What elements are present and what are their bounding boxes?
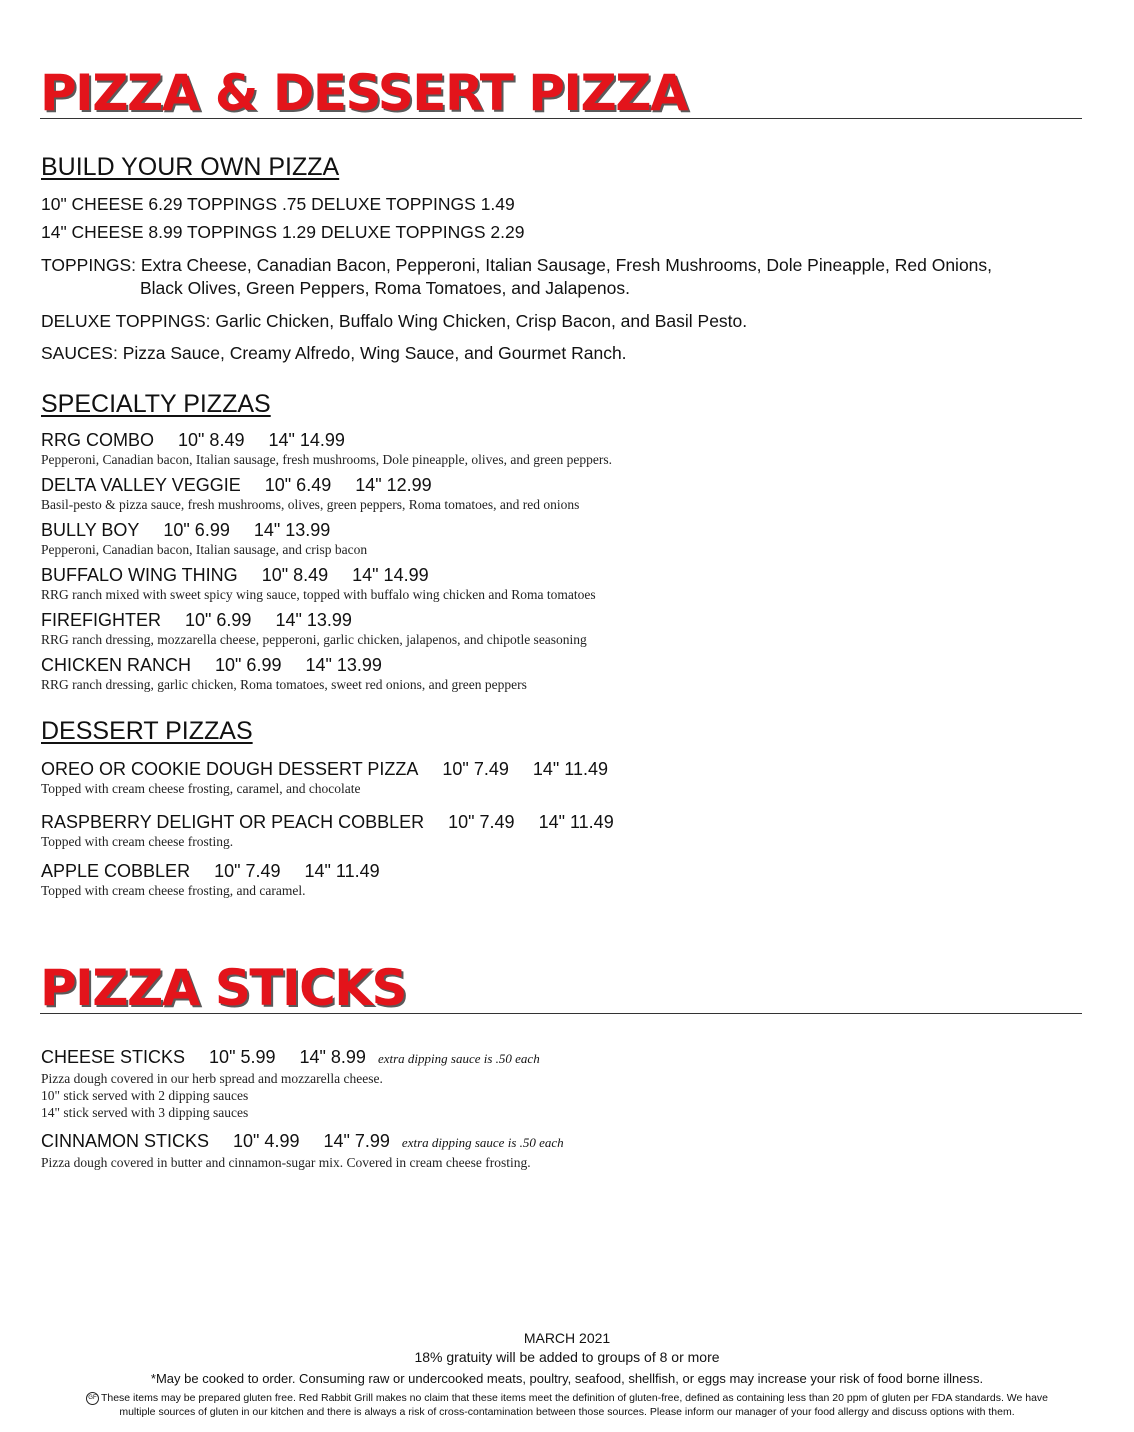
price-10: 10" 7.49 xyxy=(442,759,509,779)
item-name: BUFFALO WING THING xyxy=(41,565,238,585)
gluten-free-icon: GF xyxy=(86,1392,99,1405)
price-14: 14" 7.99 xyxy=(323,1131,390,1151)
food-safety-warning: *May be cooked to order. Consuming raw or undercooked meats, poultry, seafood, shellfish, or eggs may increase your risk of food borne illness. xyxy=(150,1371,984,1386)
item-description: 14" stick served with 3 dipping sauces xyxy=(41,1105,249,1120)
item-description: Pepperoni, Canadian bacon, Italian sausage, and crisp bacon xyxy=(41,542,368,557)
section-divider xyxy=(40,1013,1082,1014)
menu-item xyxy=(41,519,367,558)
item-description: Pepperoni, Canadian bacon, Italian sausage, fresh mushrooms, Dole pineapple, olives, and green peppers. xyxy=(41,452,612,467)
item-description: RRG ranch mixed with sweet spicy wing sauce, topped with buffalo wing chicken and Roma tomatoes xyxy=(41,587,596,602)
price-14: 14" 11.49 xyxy=(538,812,614,832)
menu-item xyxy=(41,474,579,513)
item-description: 10" stick served with 2 dipping sauces xyxy=(41,1088,249,1103)
menu-item xyxy=(41,860,380,899)
menu-date: MARCH 2021 xyxy=(523,1330,611,1346)
price-14: 14" 11.49 xyxy=(532,759,608,779)
price-14: 14" 11.49 xyxy=(304,861,380,881)
price-14: 14" 12.99 xyxy=(355,475,432,495)
specialty-heading: SPECIALTY PIZZAS xyxy=(41,390,271,418)
item-name: CHEESE STICKS xyxy=(41,1047,186,1067)
price-14: 14" 13.99 xyxy=(305,655,382,675)
item-description: Pizza dough covered in our herb spread and mozzarella cheese. xyxy=(41,1071,383,1086)
dipping-sauce-note: extra dipping sauce is .50 each xyxy=(377,1051,540,1066)
gluten-disclaimer xyxy=(0,1391,1134,1419)
price-10: 10" 6.99 xyxy=(215,655,282,675)
price-14: 14" 13.99 xyxy=(253,520,331,540)
gratuity-note: 18% gratuity will be added to groups of 8 or more xyxy=(414,1349,720,1365)
price-14: 14" 14.99 xyxy=(352,565,429,585)
deluxe-toppings-line: DELUXE TOPPINGS: Garlic Chicken, Buffalo Wing Chicken, Crisp Bacon, and Basil Pesto. xyxy=(41,311,748,331)
item-name: CHICKEN RANCH xyxy=(41,655,192,675)
menu-item xyxy=(41,758,608,797)
menu-item xyxy=(41,1130,564,1171)
item-name: FIREFIGHTER xyxy=(41,610,161,630)
price-10: 10" 8.49 xyxy=(261,565,329,585)
item-description: RRG ranch dressing, garlic chicken, Roma tomatoes, sweet red onions, and green peppers xyxy=(41,677,527,692)
price-10: 10" 5.99 xyxy=(209,1047,276,1067)
price-line-10: 10" CHEESE 6.29 TOPPINGS .75 DELUXE TOPPINGS 1.49 xyxy=(41,194,515,214)
item-name: RRG COMBO xyxy=(41,430,155,450)
price-10: 10" 4.99 xyxy=(233,1131,300,1151)
item-description: RRG ranch dressing, mozzarella cheese, pepperoni, garlic chicken, jalapenos, and chipotle seasoning xyxy=(41,632,587,647)
build-your-own-heading: BUILD YOUR OWN PIZZA xyxy=(41,153,340,181)
item-description: Topped with cream cheese frosting, caramel, and chocolate xyxy=(41,781,361,796)
section-divider xyxy=(40,118,1082,119)
menu-item xyxy=(41,429,612,468)
price-10: 10" 8.49 xyxy=(178,430,245,450)
price-14: 14" 13.99 xyxy=(275,610,352,630)
item-name: OREO OR COOKIE DOUGH DESSERT PIZZA xyxy=(41,759,419,779)
toppings-line-1: TOPPINGS: Extra Cheese, Canadian Bacon, Pepperoni, Italian Sausage, Fresh Mushrooms, Dole Pineapple, Red Onions, xyxy=(41,255,993,275)
item-description: Basil-pesto & pizza sauce, fresh mushrooms, olives, green peppers, Roma tomatoes, and red onions xyxy=(41,497,580,512)
item-name: APPLE COBBLER xyxy=(41,861,191,881)
dipping-sauce-note: extra dipping sauce is .50 each xyxy=(401,1135,564,1150)
price-14: 14" 14.99 xyxy=(268,430,345,450)
item-name: RASPBERRY DELIGHT OR PEACH COBBLER xyxy=(41,812,425,832)
item-name: CINNAMON STICKS xyxy=(41,1131,210,1151)
menu-item xyxy=(41,1046,540,1121)
item-name: BULLY BOY xyxy=(41,520,140,540)
menu-item xyxy=(41,564,596,603)
price-10: 10" 7.49 xyxy=(448,812,515,832)
sauces-line: SAUCES: Pizza Sauce, Creamy Alfredo, Wing Sauce, and Gourmet Ranch. xyxy=(41,343,627,363)
dessert-heading: DESSERT PIZZAS xyxy=(41,717,253,745)
sticks-section-title: PIZZA STICKS xyxy=(40,959,407,1017)
price-10: 10" 6.99 xyxy=(163,520,230,540)
price-10: 10" 7.49 xyxy=(214,861,281,881)
item-description: Pizza dough covered in butter and cinnamon-sugar mix. Covered in cream cheese frosting. xyxy=(41,1155,531,1170)
menu-item xyxy=(41,811,614,850)
price-line-14: 14" CHEESE 8.99 TOPPINGS 1.29 DELUXE TOPPINGS 2.29 xyxy=(41,222,525,242)
item-description: Topped with cream cheese frosting. xyxy=(41,834,234,849)
pizza-section-title: PIZZA & DESSERT PIZZA xyxy=(40,64,688,122)
item-description: Topped with cream cheese frosting, and caramel. xyxy=(41,883,306,898)
item-name: DELTA VALLEY VEGGIE xyxy=(41,475,241,495)
price-10: 10" 6.49 xyxy=(264,475,332,495)
toppings-line-2: Black Olives, Green Peppers, Roma Tomatoes, and Jalapenos. xyxy=(140,278,630,298)
menu-item xyxy=(41,609,587,648)
gluten-disclaimer-line-2: multiple sources of gluten in our kitchen and there is always a risk of cross-contamination between those sources. Please inform our manager of your food allergy and discuss options with them. xyxy=(119,1406,1015,1418)
menu-item xyxy=(41,654,527,693)
price-14: 14" 8.99 xyxy=(299,1047,366,1067)
price-10: 10" 6.99 xyxy=(185,610,252,630)
gluten-disclaimer-line-1: These items may be prepared gluten free. Red Rabbit Grill makes no claim that these items meet the definition of gluten-free, defined as containing less than 20 ppm of gluten per FDA standards. We have xyxy=(100,1392,1049,1404)
